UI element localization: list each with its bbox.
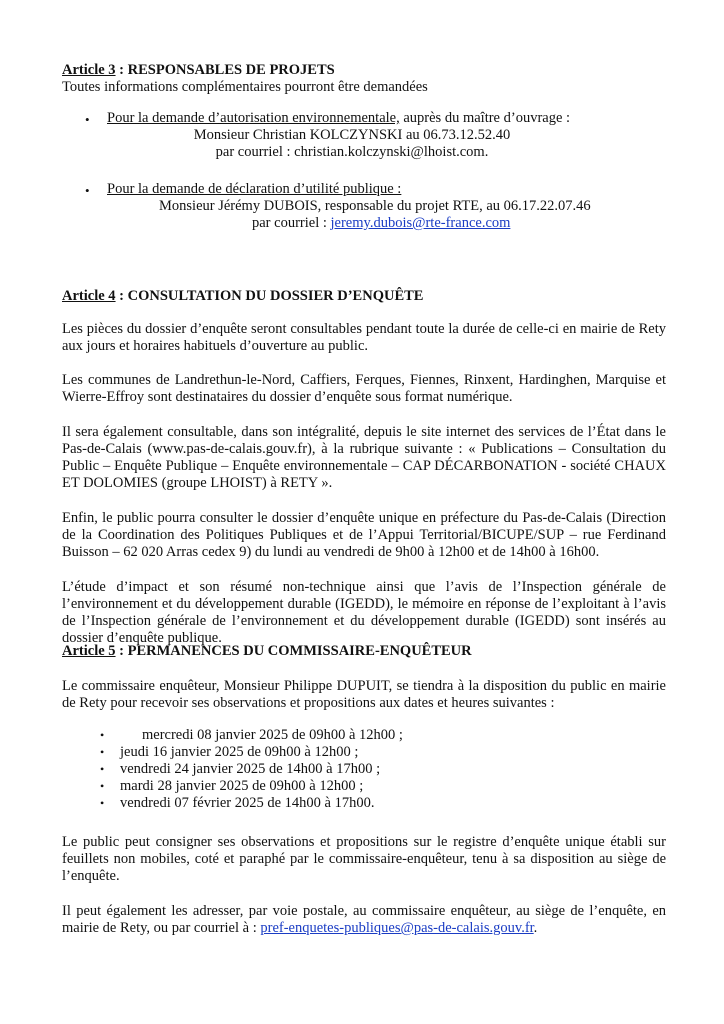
contact-2-email bbox=[107, 215, 577, 232]
article-3-intro: Toutes informations complémentaires pourront être demandées bbox=[62, 79, 428, 95]
contact-1-heading bbox=[107, 110, 577, 127]
contact-2-email-link[interactable]: jeremy.dubois@rte-france.com bbox=[330, 215, 511, 231]
bullet-icon: • bbox=[100, 796, 105, 810]
contact-2-heading: Pour la demande de déclaration d’utilité publique : bbox=[107, 181, 402, 197]
article-4-paragraph-4 bbox=[62, 510, 666, 561]
article-5-paragraph-3 bbox=[62, 903, 666, 937]
article-3-heading bbox=[62, 62, 666, 79]
bullet-icon: • bbox=[100, 779, 105, 793]
article-5-title: : PERMANENCES DU COMMISSAIRE-ENQUÊTEUR bbox=[115, 643, 472, 659]
date-entry: jeudi 16 janvier 2025 de 09h00 à 12h00 ; bbox=[120, 744, 359, 760]
date-entry: mercredi 08 janvier 2025 de 09h00 à 12h00 ; bbox=[142, 727, 403, 743]
bullet-icon: • bbox=[85, 112, 90, 127]
bullet-icon: • bbox=[100, 762, 105, 776]
paragraph-prefix: Il peut également les adresser, par voie postale, au commissaire enquêteur, au siège de l’enquête, en mairie de Rety, ou par courriel à : bbox=[62, 903, 666, 936]
article-5-heading bbox=[62, 643, 666, 660]
paragraph-suffix: . bbox=[533, 920, 538, 936]
contact-1-heading-underlined: Pour la demande d’autorisation environnementale, bbox=[107, 110, 400, 126]
article-5-label: Article 5 bbox=[62, 643, 116, 659]
bullet-icon: • bbox=[100, 745, 105, 759]
article-4-title: : CONSULTATION DU DOSSIER D’ENQUÊTE bbox=[115, 288, 424, 304]
contact-1 bbox=[107, 110, 577, 161]
article-4-heading bbox=[62, 288, 666, 305]
article-4-paragraph-3 bbox=[62, 424, 666, 492]
article-4-section bbox=[62, 288, 666, 305]
article-5-section bbox=[62, 643, 666, 660]
contact-2 bbox=[107, 181, 591, 232]
email-link[interactable]: pref-enquetes-publiques@pas-de-calais.gouv.fr bbox=[260, 920, 534, 936]
paragraph-text bbox=[62, 903, 666, 937]
article-5-paragraph-2 bbox=[62, 834, 666, 885]
paragraph-text: Le public peut consigner ses observations et propositions sur le registre d’enquête unique établi sur feuillets non mobiles, coté et paraphé par le commissaire-enquêteur, tenu à sa disposition au siège de l’enquête. bbox=[62, 834, 666, 884]
contact-1-phone: Monsieur Christian KOLCZYNSKI au 06.73.12.52.40 bbox=[193, 127, 511, 143]
date-entry: vendredi 24 janvier 2025 de 14h00 à 17h00 ; bbox=[120, 761, 381, 777]
paragraph-text: L’étude d’impact et son résumé non-technique ainsi que l’avis de l’Inspection générale de l’environnement et du développement durable (IGEDD), le mémoire en réponse de l’exploitant à l’avis de l’Inspection générale de l’environnement et du développement durable (IGEDD) sont insérés au dossier d’enquête publique. bbox=[62, 579, 666, 646]
article-3-label: Article 3 bbox=[62, 62, 116, 78]
date-entry: mardi 28 janvier 2025 de 09h00 à 12h00 ; bbox=[120, 778, 364, 794]
paragraph-text: Les pièces du dossier d’enquête seront consultables pendant toute la durée de celle-ci en mairie de Rety aux jours et horaires habituels d’ouverture au public. bbox=[62, 321, 666, 354]
article-5-paragraph-1 bbox=[62, 678, 666, 712]
bullet-icon: • bbox=[85, 183, 90, 198]
paragraph-text: Le commissaire enquêteur, Monsieur Philippe DUPUIT, se tiendra à la disposition du public en mairie de Rety pour recevoir ses observations et propositions aux dates et heures suivantes : bbox=[62, 678, 666, 711]
paragraph-text: Les communes de Landrethun-le-Nord, Caffiers, Ferques, Fiennes, Rinxent, Hardinghen, Marquise et Wierre-Effroy sont destinataires du dossier d’enquête sous format numérique. bbox=[62, 372, 666, 405]
bullet-icon: • bbox=[100, 728, 105, 742]
date-entry: vendredi 07 février 2025 de 14h00 à 17h00. bbox=[120, 795, 375, 811]
contact-2-email-prefix: par courriel : bbox=[252, 215, 331, 231]
contact-2-phone: Monsieur Jérémy DUBOIS, responsable du projet RTE, au 06.17.22.07.46 bbox=[159, 198, 591, 214]
article-4-label: Article 4 bbox=[62, 288, 116, 304]
paragraph-text: Il sera également consultable, dans son intégralité, depuis le site internet des services de l’État dans le Pas-de-Calais (www.pas-de-calais.gouv.fr), à la rubrique suivante : « Publications – Consultation du Public – Enquête Publique – Enquête environnementale – CAP DÉCARBONATION - société CHAUX ET DOLOMIES (groupe LHOIST) à RETY ». bbox=[62, 424, 666, 491]
article-4-paragraph-2 bbox=[62, 372, 666, 406]
article-4-paragraph-1 bbox=[62, 321, 666, 355]
article-3-title: : RESPONSABLES DE PROJETS bbox=[115, 62, 335, 78]
article-4-paragraph-5 bbox=[62, 579, 666, 647]
contact-1-heading-rest: auprès du maître d’ouvrage : bbox=[399, 110, 571, 126]
article-3-section bbox=[62, 62, 666, 96]
paragraph-text: Enfin, le public pourra consulter le dossier d’enquête unique en préfecture du Pas-de-Calais (Direction de la Coordination des Politiques Publiques et de l’Appui Territorial/BICUPE/SUP – rue Ferdinand Buisson – 62 020 Arras cedex 9) du lundi au vendredi de 9h00 à 12h00 et de 14h00 à 16h00. bbox=[62, 510, 666, 560]
contact-1-email: par courriel : christian.kolczynski@lhoist.com. bbox=[215, 144, 489, 160]
